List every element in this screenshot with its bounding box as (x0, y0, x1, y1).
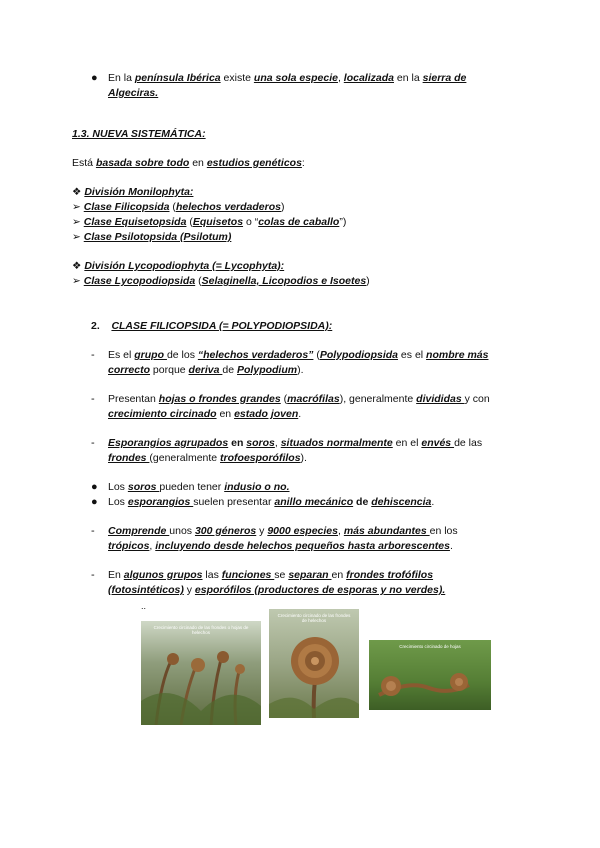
fern-photo-2 (269, 609, 359, 718)
figure-caption-3: Crecimiento circinado de hojas (399, 644, 461, 649)
d2-line-2: crecimiento circinado en estado joven. (108, 408, 302, 420)
d6-line-2: trópicos, incluyendo desde helechos pequeños hasta arborescentes. (108, 540, 453, 552)
division-monilophyta: ❖ División Monilophyta: (72, 186, 194, 198)
arrow-icon: ➢ (72, 216, 81, 228)
arrow-icon: ➢ (72, 201, 81, 213)
class-equisetopsida: ➢ Clase Equisetopsida (Equisetos o “colas de caballo”) (72, 216, 347, 228)
dash-icon: - (91, 569, 95, 581)
dash-icon: - (91, 349, 95, 361)
d7-line-1: En algunos grupos las funciones se separan en frondes trofófilos (108, 569, 434, 581)
diamond-icon: ❖ (72, 260, 82, 272)
intro-line-1: En la península Ibérica existe una sola especie, localizada en la sierra de (108, 72, 467, 84)
bullet-icon: ● (91, 496, 98, 508)
dash-icon: - (91, 393, 95, 405)
basada-line: Está basada sobre todo en estudios genéticos: (72, 157, 305, 169)
figure-caption-1: Crecimiento circinado de las frondes o hojas de helechos (153, 625, 249, 635)
bullet-icon: ● (91, 72, 98, 84)
figure-caption-2: Crecimiento circinado de las frondes de helechos (277, 613, 351, 623)
d6-line-1: Comprende unos 300 géneros y 9000 especies, más abundantes en los (108, 525, 458, 537)
arrow-icon: ➢ (72, 231, 81, 243)
ellipsis: .. (141, 601, 147, 611)
fern-photo-3 (369, 640, 491, 710)
section-title-2: 2. CLASE FILICOPSIDA (= POLYPODIOPSIDA): (91, 320, 333, 332)
d1-line-2: correcto porque deriva de Polypodium). (108, 364, 304, 376)
d3-line-2: frondes (generalmente trofoesporófilos). (108, 452, 307, 464)
d2-line-1: Presentan hojas o frondes grandes (macrófilas), generalmente divididas y con (108, 393, 490, 405)
class-psilotopsida: ➢ Clase Psilotopsida (Psilotum) (72, 231, 232, 243)
arrow-icon: ➢ (72, 275, 81, 287)
fiddlehead-illustration (141, 621, 261, 725)
d3-line-1: Esporangios agrupados en soros, situados normalmente en el envés de las (108, 437, 483, 449)
diamond-icon: ❖ (72, 186, 82, 198)
fiddlehead-illustration (369, 640, 491, 710)
class-lycopodiopsida: ➢ Clase Lycopodiopsida (Selaginella, Licopodios e Isoetes) (72, 275, 370, 287)
b4-line: Los soros pueden tener indusio o no. (108, 481, 290, 493)
d7-line-2: (fotosintéticos) y esporófilos (productores de esporas y no verdes). (108, 584, 446, 596)
division-lycophyta: ❖ División Lycopodiophyta (= Lycophyta): (72, 260, 285, 272)
b5-line: Los esporangios suelen presentar anillo mecánico de dehiscencia. (108, 496, 435, 508)
class-filicopsida: ➢ Clase Filicopsida (helechos verdaderos) (72, 201, 285, 213)
intro-line-2: Algeciras. (108, 87, 159, 99)
fern-photo-1 (141, 621, 261, 725)
dash-icon: - (91, 525, 95, 537)
bullet-icon: ● (91, 481, 98, 493)
section-title-1-3: 1.3. NUEVA SISTEMÁTICA: (72, 128, 206, 140)
fiddlehead-illustration (269, 609, 359, 718)
d1-line-1: Es el grupo de los “helechos verdaderos” (Polypodiopsida es el nombre más (108, 349, 489, 361)
dash-icon: - (91, 437, 95, 449)
